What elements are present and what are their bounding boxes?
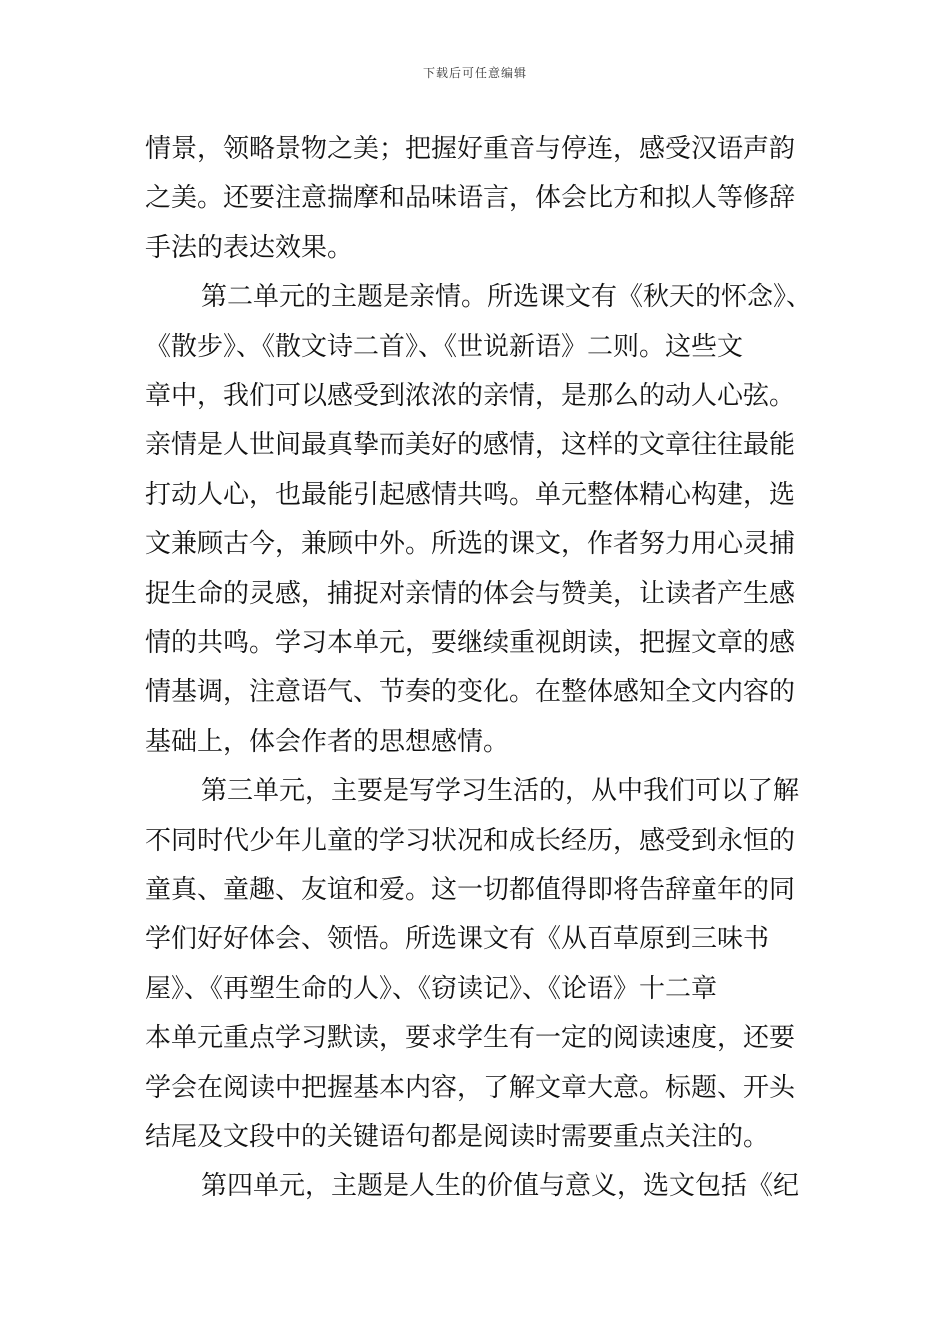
text-line: 《散步》、《散文诗二首》、《世说新语》二则。这些文 (145, 331, 744, 362)
text-line: 之美。还要注意揣摩和品味语言，体会比方和拟人等修辞 (145, 183, 796, 214)
text-line: 打动人心，也最能引起感情共鸣。单元整体精心构建，选 (145, 479, 796, 510)
text-line: 基础上，体会作者的思想感情。 (145, 726, 510, 757)
text-line: 章中，我们可以感受到浓浓的亲情，是那么的动人心弦。 (145, 381, 796, 411)
text-line: 屋》、《再塑生命的人》、《窃读记》、《论语》十二章 (145, 973, 718, 1004)
text-line: 结尾及文段中的关键语句都是阅读时需要重点关注的。 (145, 1122, 770, 1152)
text-line: 情基调，注意语气、节奏的变化。在整体感知全文内容的 (145, 677, 796, 708)
page-header: 下载后可任意编辑 (422, 66, 527, 80)
text-line: 亲情是人世间最真挚而美好的感情，这样的文章往往最能 (145, 430, 796, 461)
paragraph-start-line: 第二单元的主题是亲情。所选课文有《秋天的怀念》、 (201, 282, 813, 313)
text-line: 文兼顾古今，兼顾中外。所选的课文，作者努力用心灵捕 (145, 529, 796, 560)
text-line: 本单元重点学习默读，要求学生有一定的阅读速度，还要 (145, 1023, 796, 1054)
paragraph-start-line: 第四单元，主题是人生的价值与意义，选文包括《纪 (201, 1171, 800, 1202)
text-line: 情景，领略景物之美；把握好重音与停连，感受汉语声韵 (145, 134, 796, 164)
text-line: 捉生命的灵感，捕捉对亲情的体会与赞美，让读者产生感 (145, 578, 796, 609)
text-line: 情的共鸣。学习本单元，要继续重视朗读，把握文章的感 (145, 628, 796, 658)
paragraph-start-line: 第三单元，主要是写学习生活的，从中我们可以了解 (201, 776, 800, 807)
text-line: 手法的表达效果。 (145, 232, 354, 263)
text-line: 学会在阅读中把握基本内容，了解文章大意。标题、开头 (145, 1072, 796, 1103)
text-line: 不同时代少年儿童的学习状况和成长经历，感受到永恒的 (145, 825, 796, 856)
text-line: 童真、童趣、友谊和爱。这一切都值得即将告辞童年的同 (145, 875, 796, 905)
text-line: 学们好好体会、领悟。所选课文有《从百草原到三味书 (145, 924, 770, 955)
